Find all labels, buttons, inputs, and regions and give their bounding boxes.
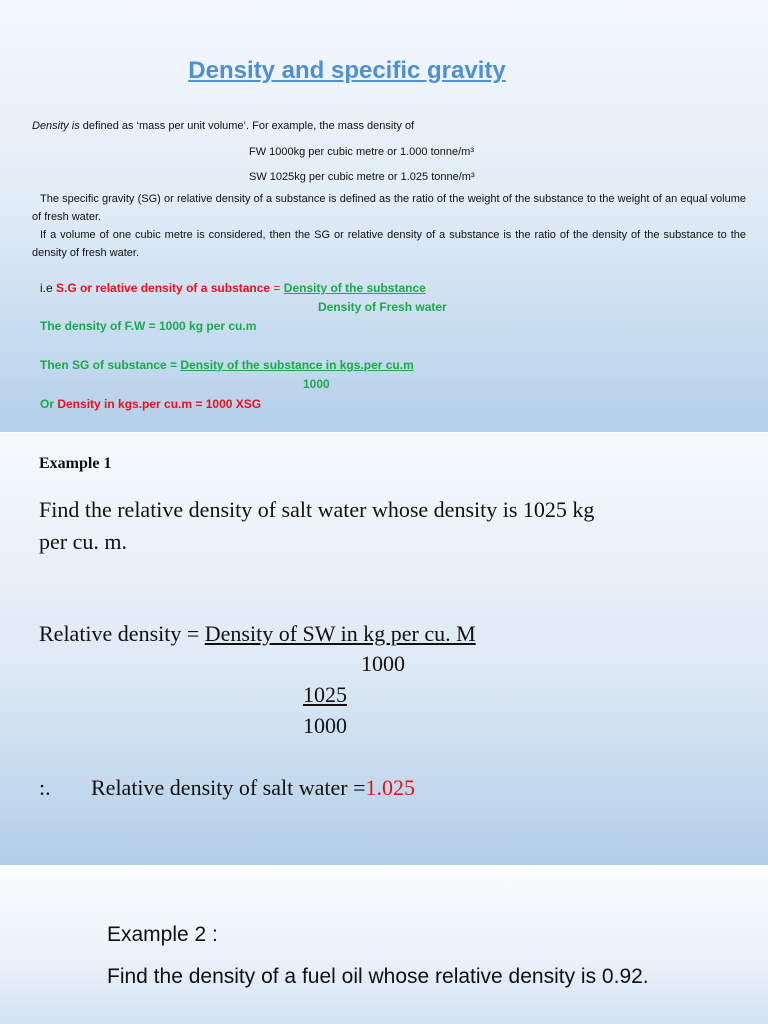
example-1-heading: Example 1 [39,455,112,472]
fw-density-statement: The density of F.W = 1000 kg per cu.m [40,319,257,333]
intro-is-word: is [68,120,80,132]
therefore-symbol: :. [39,775,51,800]
slide-title: Density and specific gravity [188,57,506,84]
then-formula-line [40,358,414,372]
ie-equals: = [270,281,284,295]
ie-formula-line [40,281,426,295]
sg-volume-paragraph: If a volume of one cubic metre is considered, then the SG or relative density of a substance is the ratio of the density of the substance to the density of fresh water. [32,229,746,259]
result-value: 1.025 [365,775,415,800]
slide-example-1 [0,433,768,865]
ie-numerator: Density of the substance [283,281,426,295]
calc-numerator: 1025 [303,682,347,707]
example-1-question-line1: Find the relative density of salt water whose density is 1025 kg [39,497,595,522]
sg-definition-paragraph: The specific gravity (SG) or relative density of a substance is defined as the ratio of the weight of the substance to the weight of an equal volume of fresh water. [32,193,746,223]
intro-line [32,120,414,132]
or-prefix: Or [40,397,58,411]
then-prefix: Then SG of substance = [40,358,181,372]
result-line [91,775,415,801]
slide-density-definition [0,0,768,432]
or-formula-line [40,397,261,411]
ie-lhs: S.G or relative density of a substance [56,281,271,295]
sw-density-line: SW 1025kg per cubic metre or 1.025 tonne/m³ [249,171,475,183]
ie-prefix: i.e [40,281,57,295]
or-formula: Density in kgs.per cu.m = 1000 XSG [57,397,262,411]
rd-label: Relative density = [39,621,205,646]
rd-denominator: 1000 [361,651,405,676]
example-1-question-line2: per cu. m. [39,529,127,554]
fw-density-line: FW 1000kg per cubic metre or 1.000 tonne/m³ [249,146,474,158]
slide-example-2 [0,866,768,1024]
relative-density-formula [39,621,476,647]
then-numerator: Density of the substance in kgs.per cu.m [180,358,414,372]
rd-numerator: Density of SW in kg per cu. M [204,621,476,646]
ie-denominator: Density of Fresh water [318,300,447,314]
intro-rest: defined as ‘mass per unit volume’. For example, the mass density of [79,120,415,132]
example-2-heading: Example 2 : [107,923,218,946]
then-denominator: 1000 [303,377,330,391]
calc-denominator: 1000 [303,713,347,738]
intro-density-word: Density [32,120,69,132]
result-label: Relative density of salt water = [91,775,366,800]
example-2-question: Find the density of a fuel oil whose relative density is 0.92. [107,965,649,988]
